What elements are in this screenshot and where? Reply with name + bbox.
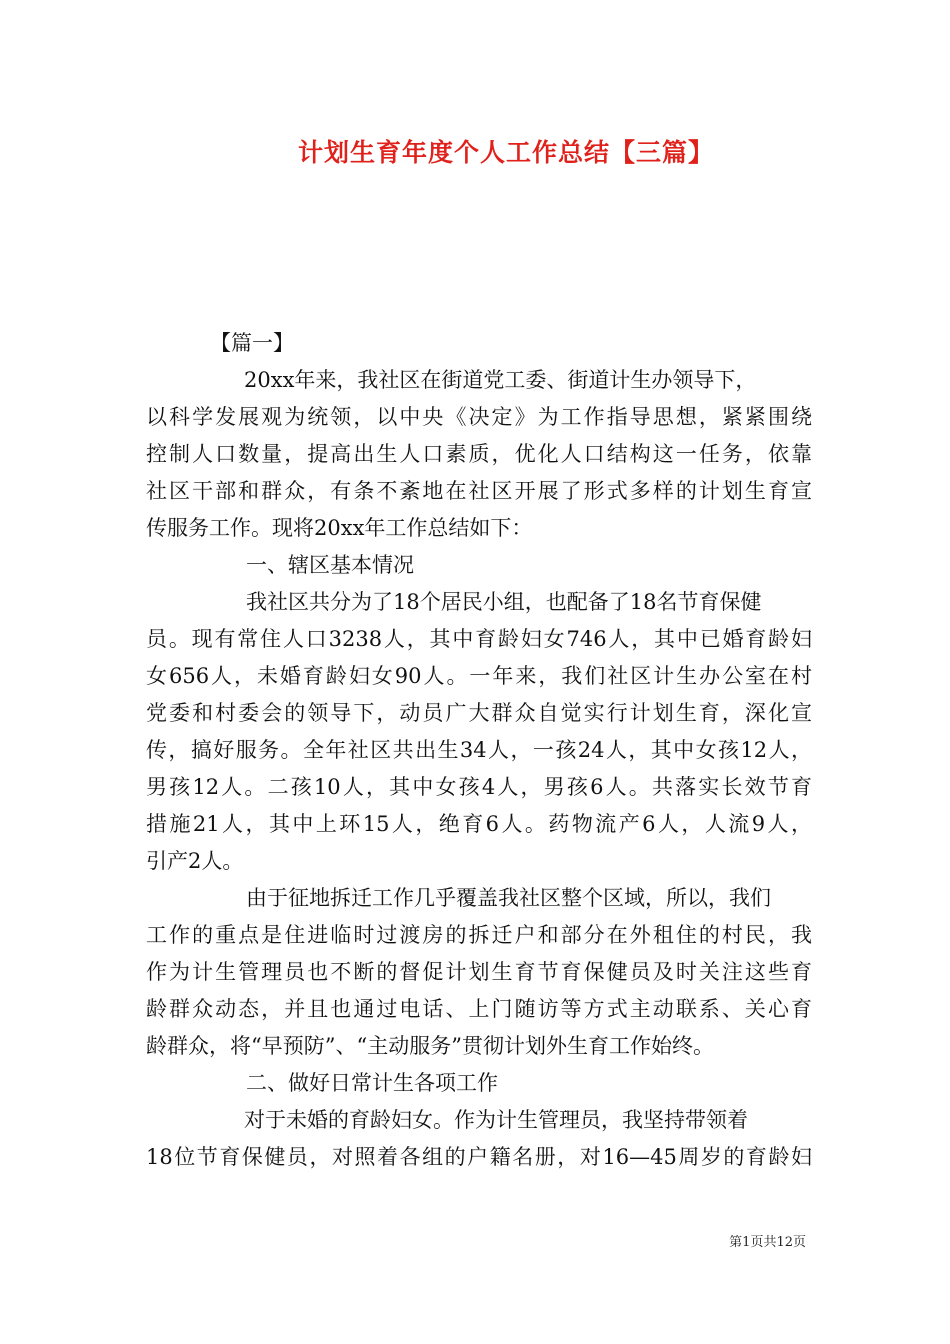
text-line: 对于未婚的育龄妇女。作为计生管理员，我坚持带领着 [244,1108,748,1132]
text-line: 男孩12人。二孩10人，其中女孩4人，男孩6人。共落实长效节育 [146,775,812,799]
text-line: 20xx年来，我社区在街道党工委、街道计生办领导下， [244,368,757,392]
text-line: 传服务工作。现将20xx年工作总结如下： [146,516,533,540]
text-line: 我社区共分为了18个居民小组，也配备了18名节育保健 [246,590,762,614]
text-line: 工作的重点是住进临时过渡房的拆迁户和部分在外租住的村民，我 [146,923,812,947]
text-line: 一、辖区基本情况 [246,553,414,577]
paragraph-lines [146,362,812,1176]
section-heading: 【篇一】 [210,331,294,355]
document-body [146,325,812,1176]
text-line: 女656人，未婚育龄妇女90人。一年来，我们社区计生办公室在村 [146,664,812,688]
text-line: 社区干部和群众，有条不紊地在社区开展了形式多样的计划生育宣 [146,479,812,503]
text-line: 18位节育保健员，对照着各组的户籍名册，对16—45周岁的育龄妇 [146,1145,812,1169]
text-line: 员。现有常住人口3238人，其中育龄妇女746人，其中已婚育龄妇 [146,627,812,651]
text-line: 以科学发展观为统领，以中央《决定》为工作指导思想，紧紧围绕 [146,405,812,429]
text-line: 龄群众动态，并且也通过电话、上门随访等方式主动联系、关心育 [146,997,812,1021]
text-line: 由于征地拆迁工作几乎覆盖我社区整个区域，所以，我们 [246,886,771,910]
text-line: 引产2人。 [146,849,244,873]
page-number-footer: 第1页共12页 [729,1235,806,1250]
text-line: 传，搞好服务。全年社区共出生34人，一孩24人，其中女孩12人， [146,738,812,762]
text-line: 二、做好日常计生各项工作 [246,1071,498,1095]
text-line: 控制人口数量，提高出生人口素质，优化人口结构这一任务，依靠 [146,442,812,466]
text-line: 龄群众，将“早预防”、“主动服务”贯彻计划外生育工作始终。 [146,1034,714,1058]
text-line: 党委和村委会的领导下，动员广大群众自觉实行计划生育，深化宣 [146,701,812,725]
document-title: 计划生育年度个人工作总结【三篇】 [297,138,714,167]
text-line: 措施21人，其中上环15人，绝育6人。药物流产6人，人流9人， [146,812,812,836]
text-line: 作为计生管理员也不断的督促计划生育节育保健员及时关注这些育 [146,960,812,984]
